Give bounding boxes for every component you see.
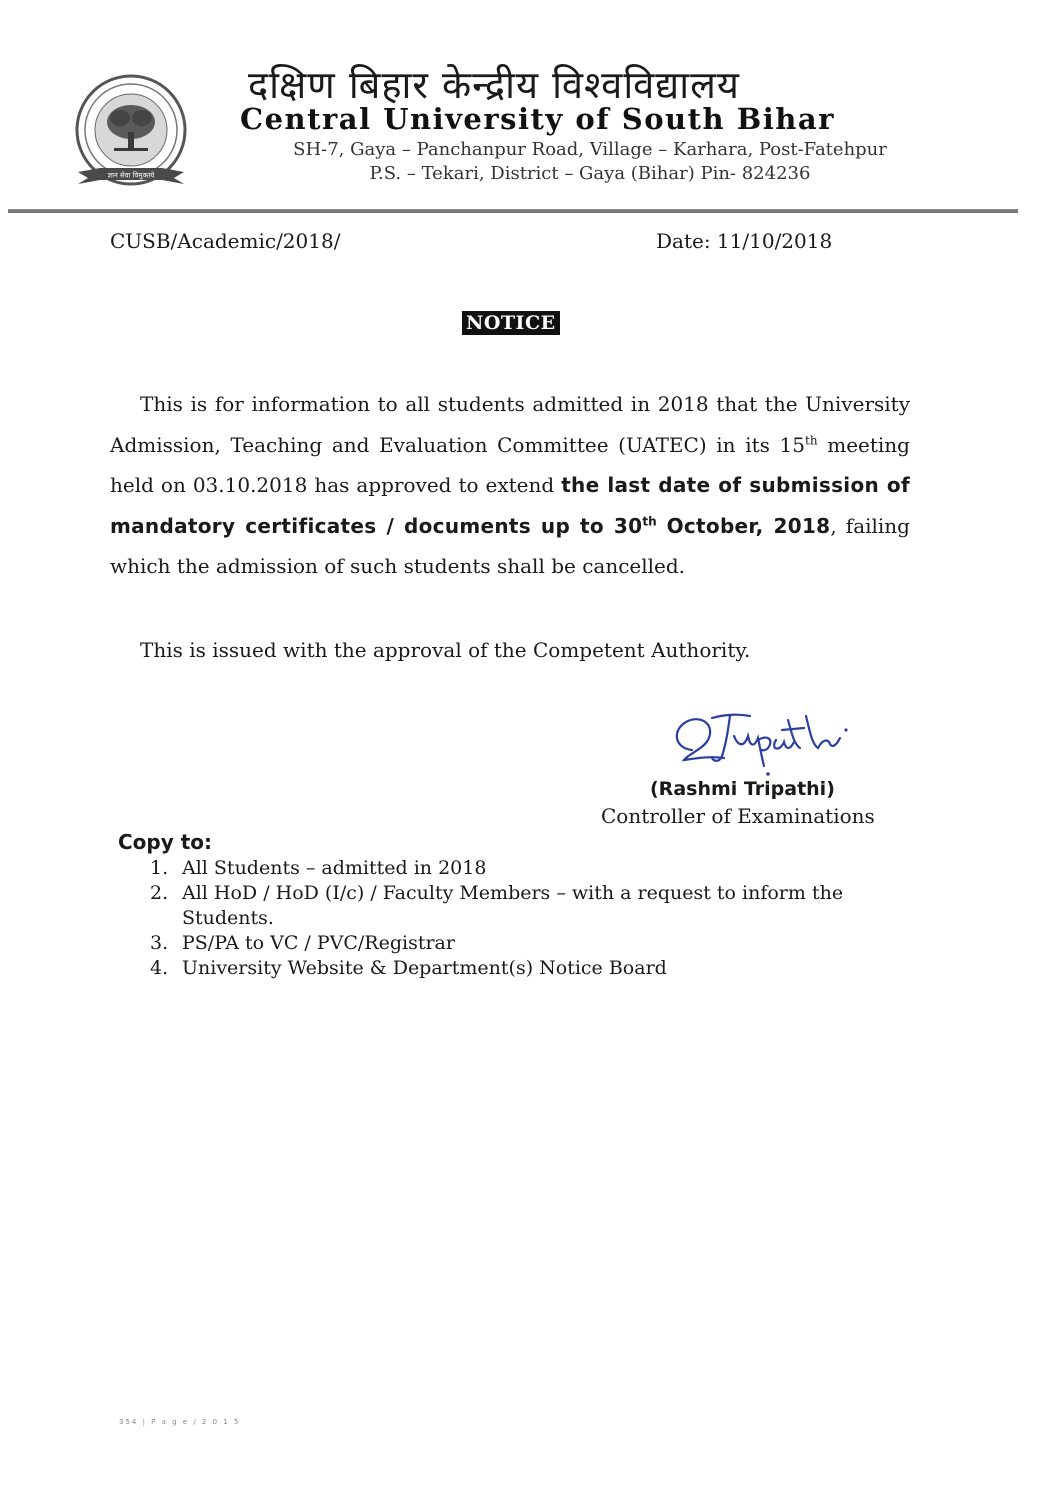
university-seal-logo: [70, 72, 192, 194]
notice-date: Date: 11/10/2018: [656, 229, 833, 253]
notice-paragraph-2: This is issued with the approval of the Competent Authority.: [140, 638, 751, 662]
list-item-text: All HoD / HoD (I/c) / Faculty Members – with a request to inform the Students.: [182, 882, 844, 929]
list-item-text: University Website & Department(s) Notice Board: [182, 957, 667, 979]
p1-text-a: This is for information to all students admitted in 2018 that the University Admission, Teaching and Evaluation Committee (UATEC) in its 15: [110, 392, 910, 457]
list-item-number: 1.: [150, 857, 169, 879]
list-item-text: PS/PA to VC / PVC/Registrar: [182, 932, 455, 954]
signature-image: [664, 700, 894, 790]
p1-text-b: meeting held on 03.10.2018 has approved to extend: [110, 432, 910, 497]
list-item-number: 4.: [150, 957, 169, 979]
address-line-1: SH-7, Gaya – Panchanpur Road, Village – Karhara, Post-Fatehpur: [293, 139, 887, 160]
list-item: [150, 881, 940, 931]
reference-number: CUSB/Academic/2018/: [110, 229, 341, 253]
header-divider: [8, 209, 1018, 213]
signatory-title: Controller of Examinations: [601, 804, 875, 828]
list-item: [150, 856, 940, 881]
signatory-name: (Rashmi Tripathi): [650, 778, 835, 800]
copy-to-heading: Copy to:: [118, 830, 213, 854]
logo-motto: ज्ञान सेवा विमुक्तये: [107, 171, 155, 180]
notice-paragraph-1: [110, 384, 910, 587]
list-item-number: 2.: [150, 882, 169, 904]
p1-bold-1: the last date of submission of mandatory certificates / documents up to 30: [110, 473, 910, 538]
list-item: [150, 956, 940, 981]
university-name-english: Central University of South Bihar: [240, 102, 835, 136]
page-footer: 354 | P a g e / 2 0 1 5: [119, 1418, 241, 1426]
p1-bold-2: October, 2018: [656, 513, 831, 538]
p1-superscript-1: th: [805, 432, 818, 447]
p1-superscript-2: th: [642, 513, 657, 528]
list-item: [150, 931, 940, 956]
list-item-number: 3.: [150, 932, 169, 954]
university-name-hindi: दक्षिण बिहार केन्द्रीय विश्वविद्यालय: [248, 63, 740, 107]
notice-heading: NOTICE: [462, 311, 560, 335]
p1-text-c: , failing which the admission of such students shall be cancelled.: [110, 513, 910, 578]
address-line-2: P.S. – Tekari, District – Gaya (Bihar) Pin- 824236: [369, 163, 811, 184]
list-item-text: All Students – admitted in 2018: [182, 857, 487, 879]
copy-to-list: [150, 856, 940, 981]
